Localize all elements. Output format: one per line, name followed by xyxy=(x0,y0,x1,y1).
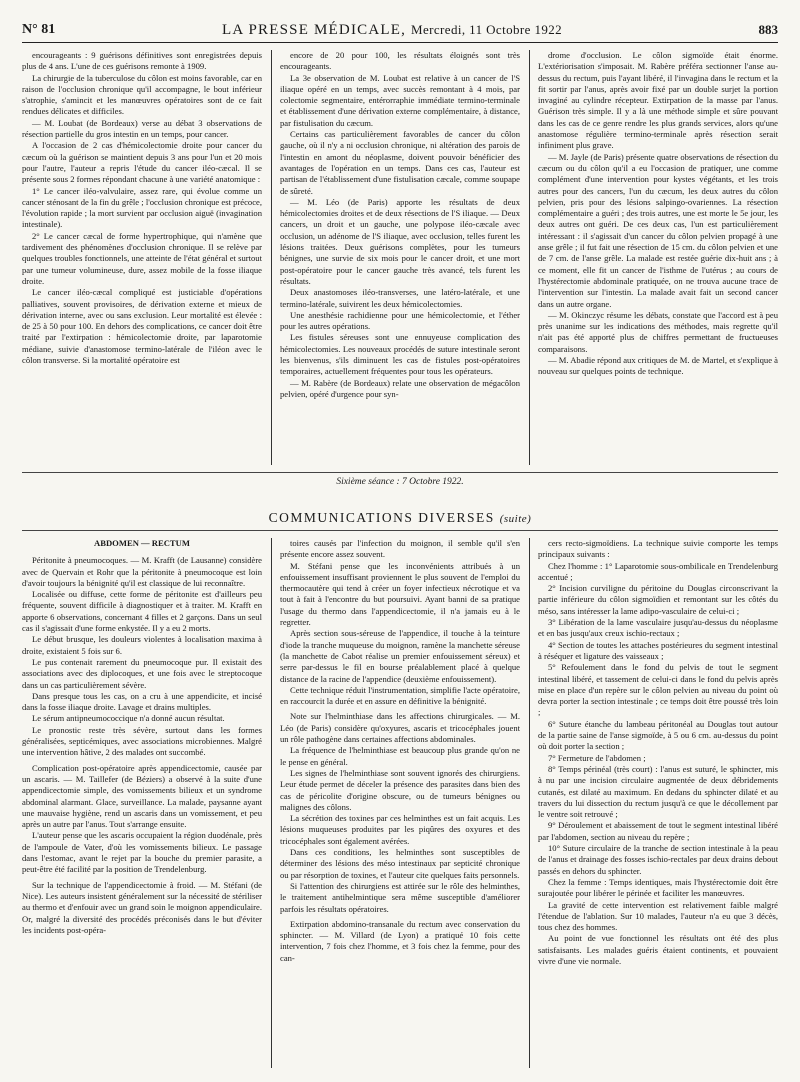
paragraph: Complication post-opératoire après appendicectomie, causée par un ascaris. — M. Taillefer (de Béziers) a observé à la suite d'une appendicectomie simple, des vomissements bilieux et un syndrome abdominal alarmant. Glace, surveillance. La malade, paysanne ayant une mauvaise hygiène, rend un ascaris dans un vomissement, et peu après un autre par l'anus. Tout s'arrange ensuite. xyxy=(22,762,262,830)
paragraph: La sécrétion des toxines par ces helminthes est un fait acquis. Les lésions muqueuses produites par les piqûres des oxyures et des tricocéphales sont également avérées. xyxy=(280,813,520,846)
paragraph: Note sur l'helminthiase dans les affections chirurgicales. — M. Léo (de Paris) considère qu'oxyures, ascaris et tricocéphales jouent un rôle pathogène dans certaines affections abdominales. xyxy=(280,711,520,745)
paragraph: 10° Suture circulaire de la tranche de section intestinale à la peau de l'anus et drainage des fosses ischio-rectales par deux drains debout passés en dehors du sphincter. xyxy=(538,843,778,876)
section-rule xyxy=(22,530,778,531)
column-divider xyxy=(529,538,530,1068)
paragraph: 7° Fermeture de l'abdomen ; xyxy=(548,752,646,763)
top-column-2 xyxy=(280,50,520,465)
paragraph: Localisée ou diffuse, cette forme de péritonite est d'ailleurs peu fréquente, souvent difficile à diagnostiquer et à traiter. M. Krafft en apporte 6 observations, concernant 4 filles et 2 garçons. Dans un seul cas il s'agissait d'une forme enkystée. Il y a eu 2 morts. xyxy=(22,589,262,634)
paragraph: L'auteur pense que les ascaris occupaient la région duodénale, près de l'ampoule de Vater, d'où les vomissements bilieux. Le passage dans l'estomac, avant le rejet par la bouche du premier parasite, a peut-être été facilité par la position de Trendelenburg. xyxy=(22,830,262,875)
column-divider xyxy=(271,538,272,1068)
paragraph: Dans presque tous les cas, on a cru à une appendicite, et incisé dans la fosse iliaque droite. Lavage et drains multiples. xyxy=(22,690,262,713)
paragraph: 4° Section de toutes les attaches postérieures du segment intestinal à réséquer et ligature des vaisseaux ; xyxy=(538,639,778,661)
journal-name: LA PRESSE MÉDICALE, xyxy=(222,22,407,38)
paragraph: Le pronostic reste très sévère, surtout dans les formes généralisées, septicémiques, avec associations microbiennes. Malgré une intervention hâtive, 2 des malades ont succombé. xyxy=(22,724,262,758)
paragraph: Certains cas particulièrement favorables de cancer du côlon gauche, où il n'y a ni occlusion chronique, ni altération des parois de l'intestin en amont du néoplasme, doivent pouvoir bénéficier des avantages de l'opération en un temps. Dans ces cas, l'auteur est partisan de l'établissement d'une fistulisation cæcale, comme soupape de sûreté. xyxy=(280,129,520,196)
paragraph: Extirpation abdomino-transanale du rectum avec conservation du sphincter. — M. Villard (de Lyon) a pratiqué 10 fois cette intervention, 7 fois chez l'homme, et 3 fois chez la femme, pour des can- xyxy=(280,918,520,963)
paragraph: drome d'occlusion. Le côlon sigmoïde était énorme. L'extériorisation s'imposait. M. Rabère préféra sectionner l'anse au-dessus du rectum, puis l'ayant libéré, il l'invagina dans le rectum et la fit sortir par l'anus, après avoir fixé par un double surjet la portion invaginé au cylindre récepteur. Extirpation de la masse par l'anus. Guérison très simple. Il y a là une méthode simple et sûre pouvant dans les cas de ce genre rendre les plus grands services, alors qu'une anastomose régulière termino-terminale après résection serait infiniment plus grave. xyxy=(538,50,778,151)
bottom-column-2 xyxy=(280,538,520,1068)
paragraph: Péritonite à pneumocoques. — M. Krafft (de Lausanne) considère avec de Quervain et Rohr que la péritonite à pneumocoque est loin d'avoir toujours la bénignité qu'il est classique de lui reconnaître. xyxy=(22,555,262,588)
paragraph: Le début brusque, les douleurs violentes à localisation maxima à droite, existaient 5 fois sur 6. xyxy=(22,634,262,656)
paragraph: encourageants : 9 guérisons définitives sont enregistrées depuis plus de 4 ans. L'une de ces guérisons remonte à 1909. xyxy=(22,50,262,72)
paragraph: La chirurgie de la tuberculose du côlon est moins favorable, car en raison de l'occlusion chronique qu'il accompagne, le bout inférieur s'atrophie, s'amincit et les manœuvres opératoires sont de ce fait rendues délicates et difficiles. xyxy=(22,72,262,117)
issue-date: Mercredi, 11 Octobre 1922 xyxy=(411,22,563,37)
paragraph: toires causés par l'infection du moignon, il semble qu'il s'en présente encore assez souvent. xyxy=(280,538,520,560)
paragraph: La gravité de cette intervention est relativement faible malgré l'étendue de l'ablation. Sur 10 malades, l'auteur n'a eu que 3 décès, tous chez des hommes. xyxy=(538,899,778,933)
paragraph: Cette technique réduit l'instrumentation, simplifie l'acte opératoire, en raccourcit la durée et en assure en définitive la bénignité. xyxy=(280,684,520,707)
paragraph: Le cancer iléo-cæcal compliqué est justiciable d'opérations palliatives, souvent provisoires, de dérivation externe et mieux de dérivation interne, avec ou sans exclusion. Leur mortalité est élevée : de 25 à 50 pour 100. En dehors des complications, ce cancer doit être traité par l'extirpation : hémicolectomie droite, par laparotomie médiane, suivie d'anastomose termino-latérale de l'iléon avec le côlon transverse. Si la mortalité opératoire est xyxy=(22,287,262,366)
paragraph: Le pus contenait rarement du pneumocoque pur. Il existait des associations avec des diplocoques, et une fois avec le streptocoque dans un cas particulièrement sévère. xyxy=(22,656,262,690)
communications-title: COMMUNICATIONS DIVERSES xyxy=(268,510,495,525)
paragraph: Deux anastomoses iléo-transverses, une latéro-latérale, et une termino-latérale, suivirent les deux hémicolectomies. xyxy=(280,287,520,309)
paragraph: Les fistules séreuses sont une ennuyeuse complication des hémicolectomies. Les nouveaux procédés de suture intestinale seront les bienvenus, s'ils diminuent les cas de fistules post-opératoires temporaires, actuellement fréquentes pour tous les opérateurs. xyxy=(280,332,520,377)
communications-heading xyxy=(0,510,800,526)
paragraph: Après section sous-séreuse de l'appendice, il touche à la teinture d'iode la tranche muqueuse du moignon, ramène la manchette séreuse (la manchette de Cabot réalise un premier enfouissement séreux) et serre par-dessus le fil en bourse préalablement placé à quelque distance de la racine de l'appendice (deuxième enfouissement). xyxy=(280,628,520,684)
top-column-3 xyxy=(538,50,778,465)
paragraph: 9° Déroulement et abaissement de tout le segment intestinal libéré par l'abdomen, section au niveau du repère ; xyxy=(538,820,778,842)
seance-title: Sixième séance : 7 Octobre 1922. xyxy=(336,477,464,487)
bottom-column-1 xyxy=(22,538,262,1068)
column-heading: ABDOMEN — RECTUM xyxy=(94,538,190,548)
journal-title xyxy=(222,22,562,39)
paragraph: — M. Rabère (de Bordeaux) relate une observation de mégacôlon pelvien, opéré d'urgence pour syn- xyxy=(280,377,520,399)
paragraph: Une anesthésie rachidienne pour une hémicolectomie, et l'éther pour les autres opérations. xyxy=(280,309,520,332)
paragraph: Les signes de l'helminthiase sont souvent ignorés des chirurgiens. Leur étude permet de déceler la présence des parasites dans bien des cas de péricolite d'origine obscure, ou de tumeurs bénignes ou malignes des côlons. xyxy=(280,767,520,812)
paragraph: La fréquence de l'helminthiase est beaucoup plus grande qu'on ne le pense en général. xyxy=(280,745,520,767)
paragraph: 2° Le cancer cæcal de forme hypertrophique, qui n'amène que tardivement des phénomènes d'occlusion chronique. Il se relève par quelques troubles fonctionnels, une atteinte de l'état général et surtout par une tumeur volumineuse, dure, assez mobile de la fosse iliaque droite. xyxy=(22,230,262,286)
paragraph: encore de 20 pour 100, les résultats éloignés sont très encourageants. xyxy=(280,50,520,72)
paragraph: 8° Temps périnéal (très court) : l'anus est suturé, le sphincter, mis à nu par une incision circulaire augmentée de deux débridements cutanés, est dilaté au maximum. En dedans du sphincter dilaté et au travers du lui dissection du rectum jusqu'à ce que le décollement par le ventre soit retrouvé ; xyxy=(538,763,778,820)
paragraph: 2° Incision curviligne du péritoine du Douglas circonscrivant la partie inférieure du côlon sigmoïdien et remontant sur les côtés du méso, sans intéresser la lame adipo-vasculaire de celui-ci ; xyxy=(538,583,778,616)
paragraph: Chez l'homme : 1° Laparotomie sous-ombilicale en Trendelenburg accentué ; xyxy=(538,560,778,582)
page-number-left: N° 81 xyxy=(22,22,56,37)
paragraph: M. Stéfani pense que les inconvénients attribués à un enfouissement insuffisant proviennent le plus souvent de l'emploi du thermocautère qui tend à créer un foyer infectieux nécrotique et va tout à fait à l'encontre du but poursuivi. Ayant banni de sa pratique l'usage du thermo dans l'appendicectomie, il n'a jamais eu à le regretter. xyxy=(280,560,520,628)
paragraph: Dans ces conditions, les helminthes sont susceptibles de déterminer des lésions des méso intestinaux par septicité chronique ou par résorption de toxines, et l'auteur cite quelques faits personnels. xyxy=(280,847,520,880)
paragraph: A l'occasion de 2 cas d'hémicolectomie droite pour cancer du cæcum où la guérison se maintient depuis 3 ans pour l'un et 20 mois pour l'autre, l'auteur a repris l'étude du cancer iléo-cæcal. Il se présente sous 2 formes répondant chacune à une variété anatomique : xyxy=(22,140,262,185)
top-column-1 xyxy=(22,50,262,465)
paragraph: Si l'attention des chirurgiens est attirée sur le rôle des helminthes, le traitement antihelmintique sera même susceptible d'améliorer parfois les résultats opératoires. xyxy=(280,880,520,914)
paragraph: Le sérum antipneumococcique n'a donné aucun résultat. xyxy=(32,713,225,724)
bottom-column-3 xyxy=(538,538,778,1068)
paragraph: 1° Le cancer iléo-valvulaire, assez rare, qui évolue comme un cancer sténosant de la fin du grêle ; l'occlusion chronique est précoce, l'évolution rapide ; la mort survient par occlusion aiguë (invagination intestinale). xyxy=(22,185,262,230)
paragraph: La 3e observation de M. Loubat est relative à un cancer de l'S iliaque opéré en un temps, avec succès remontant à 4 mois, par colectomie segmentaire, entérorraphie immédiate termino-terminale et établissement d'une dérivation externe complémentaire, à distance, par fistulisation du cæcum. xyxy=(280,72,520,128)
paragraph: — M. Loubat (de Bordeaux) verse au débat 3 observations de résection partielle du gros intestin en un temps, pour cancer. xyxy=(22,117,262,140)
column-divider xyxy=(271,50,272,465)
paragraph: Au point de vue fonctionnel les résultats ont été des plus satisfaisants. Les malades guéris étaient continents, et pouvaient vivre d'une vie normale. xyxy=(538,933,778,966)
page-header xyxy=(22,22,778,43)
paragraph: — M. Abadie répond aux critiques de M. de Martel, et s'explique à nouveau sur quelques points de technique. xyxy=(538,355,778,377)
paragraph: 3° Libération de la lame vasculaire jusqu'au-dessus du néoplasme et en bas jusqu'aux creux ischio-rectaux ; xyxy=(538,617,778,639)
communications-suite: (suite) xyxy=(499,513,532,525)
column-divider xyxy=(529,50,530,465)
paragraph: — M. Jayle (de Paris) présente quatre observations de résection du cæcum ou du côlon qu'il a eu l'occasion de pratiquer, une comme complément d'une intervention pour kystes végétants, et les trois autres pour des cancers, l'un du cæcum, les deux autres du côlon pelvien, pris pour des lésions salpingo-ovariennes. La résection complémentaire a guéri ; des trois autres, une est morte le 5e jour, les deux autres ont guéri. De ces deux cas, l'un est particulièrement intéressant : il s'agissait d'un cancer du côlon pelvien propagé à une anse grêle ; il fut fait une résection de 15 cm. du côlon pelvien et une de 7 cm. de l'anse grêle. La malade est restée guérie dix-huit ans ; à ce moment, elle fit un cancer de l'isthme de l'utérus ; au cours de l'hystérectomie abdominale pratiquée, on ne trouva aucune trace de l'intervention sur l'intestin. La malade avait fait un second cancer dans un autre organe. xyxy=(538,151,778,309)
paragraph: cers recto-sigmoïdiens. La technique suivie comporte les temps principaux suivants : xyxy=(538,538,778,560)
paragraph: 5° Refoulement dans le fond du pelvis de tout le segment intestinal libéré, et tassement de celui-ci dans le fond du pelvis après mise en place d'un repère sur le côlon pelvien au niveau du point où devra porter la section intestinale ; ce temps doit être poussé très loin ; xyxy=(538,662,778,718)
paragraph: — M. Léo (de Paris) apporte les résultats de deux hémicolectomies droites et de deux résections de l'S iliaque. — Deux cancers, un droit et un gauche, une polypose iléo-cæcale avec occlusion, un adénome de l'S iliaque, avec occlusion, telles furent les lésions traitées. Deux guérisons complètes, pour les tumeurs bénignes, une survie de six mois pour le cancer droit, et une mort post-opératoire pour le cancer gauche très avancé, tels furent les résultats. xyxy=(280,196,520,286)
paragraph: 6° Suture étanche du lambeau péritonéal au Douglas tout autour de la partie saine de l'anse sigmoïde, à 5 ou 6 cm. au-dessus du point où doit porter la section ; xyxy=(538,718,778,752)
page-number-right: 883 xyxy=(758,22,778,37)
paragraph: Sur la technique de l'appendicectomie à froid. — M. Stéfani (de Nice). Les auteurs insistent généralement sur la nécessité de stériliser au thermo et d'enfouir avec un grand soin le moignon appendiculaire. Or, malgré la diversité des procédés préconisés dans le but d'éviter les incidents post-opéra- xyxy=(22,879,262,935)
paragraph: Chez la femme : Temps identiques, mais l'hystérectomie doit être surajoutée pour libérer le périnée et faciliter les manœuvres. xyxy=(538,876,778,899)
paragraph: — M. Okinczyc résume les débats, constate que l'accord est à peu près unanime sur les indications des méthodes, mais regrette qu'il n'ait pas été apporté plus de chiffres permettant de fructueuses comparaisons. xyxy=(538,309,778,354)
section-rule xyxy=(22,472,778,473)
